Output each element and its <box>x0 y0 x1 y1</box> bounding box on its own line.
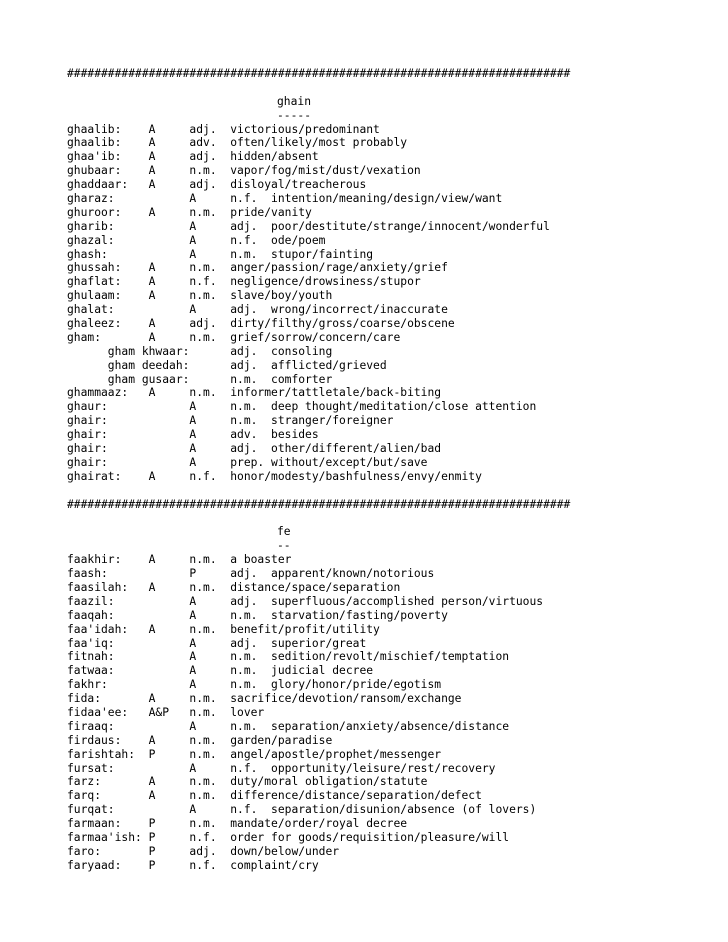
dictionary-entry: ghash: A n.m. stupor/fainting <box>67 247 374 261</box>
dictionary-entry: faro: P adj. down/below/under <box>67 844 340 858</box>
dictionary-entry: faryaad: P n.f. complaint/cry <box>67 858 319 872</box>
dictionary-entry: ghaleez: A adj. dirty/filthy/gross/coarse/obscene <box>67 317 455 331</box>
dictionary-entry: firaaq: A n.m. separation/anxiety/absence/distance <box>67 719 510 733</box>
dictionary-entry: fitnah: A n.m. sedition/revolt/mischief/temptation <box>67 650 510 664</box>
dictionary-page <box>67 67 728 873</box>
dictionary-entry: faa'iq: A adj. superior/great <box>67 636 367 650</box>
dictionary-entry: faasilah: A n.m. distance/space/separation <box>67 580 401 594</box>
dictionary-entry: ghaa'ib: A adj. hidden/absent <box>67 150 319 164</box>
dictionary-entry: ghaalib: A adj. victorious/predominant <box>67 122 380 136</box>
section-title-fe: fe <box>277 525 291 539</box>
dictionary-entry: ghaur: A n.m. deep thought/meditation/close attention <box>67 400 537 414</box>
dictionary-entry: ghair: A prep. without/except/but/save <box>67 455 428 469</box>
dictionary-entry: ghairat: A n.f. honor/modesty/bashfulness/envy/enmity <box>67 469 482 483</box>
dictionary-entry: fursat: A n.f. opportunity/leisure/rest/recovery <box>67 761 496 775</box>
dictionary-entry: ghair: A adv. besides <box>67 428 319 442</box>
section-ghain-entries <box>67 123 728 484</box>
separator: ########################################################################## <box>67 497 571 511</box>
dictionary-entry: ghulaam: A n.m. slave/boy/youth <box>67 289 333 303</box>
dictionary-entry: ghair: A n.m. stranger/foreigner <box>67 414 394 428</box>
dictionary-entry: faakhir: A n.m. a boaster <box>67 553 292 567</box>
dictionary-entry: faazil: A adj. superfluous/accomplished person/virtuous <box>67 594 544 608</box>
section-underline-ghain: ----- <box>277 108 312 122</box>
dictionary-entry: gharaz: A n.f. intention/meaning/design/view/want <box>67 192 503 206</box>
dictionary-entry: gham khwaar: adj. consoling <box>67 344 333 358</box>
dictionary-entry: ghaflat: A n.f. negligence/drowsiness/stupor <box>67 275 421 289</box>
dictionary-entry: fida: A n.m. sacrifice/devotion/ransom/exchange <box>67 692 462 706</box>
dictionary-entry: gham: A n.m. grief/sorrow/concern/care <box>67 330 401 344</box>
dictionary-entry: farz: A n.m. duty/moral obligation/statute <box>67 775 428 789</box>
dictionary-entry: fatwaa: A n.m. judicial decree <box>67 664 374 678</box>
dictionary-entry: ghammaaz: A n.m. informer/tattletale/back-biting <box>67 386 442 400</box>
dictionary-entry: gharib: A adj. poor/destitute/strange/innocent/wonderful <box>67 219 550 233</box>
dictionary-entry: gham deedah: adj. afflicted/grieved <box>67 358 387 372</box>
dictionary-entry: ghalat: A adj. wrong/incorrect/inaccurate <box>67 303 448 317</box>
section-underline-fe: -- <box>277 539 291 553</box>
dictionary-entry: ghuroor: A n.m. pride/vanity <box>67 205 312 219</box>
dictionary-entry: furqat: A n.f. separation/disunion/absence (of lovers) <box>67 803 537 817</box>
dictionary-entry: farmaan: P n.m. mandate/order/royal decree <box>67 817 408 831</box>
section-fe-entries <box>67 553 728 872</box>
dictionary-entry: ghaddaar: A adj. disloyal/treacherous <box>67 178 367 192</box>
separator: ########################################################################## <box>67 67 571 80</box>
dictionary-entry: ghubaar: A n.m. vapor/fog/mist/dust/vexation <box>67 164 421 178</box>
dictionary-entry: faaqah: A n.m. starvation/fasting/poverty <box>67 608 448 622</box>
dictionary-entry: ghazal: A n.f. ode/poem <box>67 233 326 247</box>
dictionary-entry: firdaus: A n.m. garden/paradise <box>67 733 333 747</box>
dictionary-entry: ghussah: A n.m. anger/passion/rage/anxiety/grief <box>67 261 448 275</box>
dictionary-entry: faa'idah: A n.m. benefit/profit/utility <box>67 622 380 636</box>
dictionary-entry: fakhr: A n.m. glory/honor/pride/egotism <box>67 678 442 692</box>
dictionary-entry: farmaa'ish: P n.f. order for goods/requisition/pleasure/will <box>67 830 510 844</box>
section-title-ghain: ghain <box>277 94 312 108</box>
dictionary-entry: faash: P adj. apparent/known/notorious <box>67 567 435 581</box>
dictionary-entry: farishtah: P n.m. angel/apostle/prophet/messenger <box>67 747 442 761</box>
dictionary-entry: ghaalib: A adv. often/likely/most probably <box>67 136 408 150</box>
dictionary-entry: ghair: A adj. other/different/alien/bad <box>67 442 442 456</box>
dictionary-entry: gham gusaar: n.m. comforter <box>67 372 333 386</box>
dictionary-entry: fidaa'ee: A&P n.m. lover <box>67 705 265 719</box>
dictionary-entry: farq: A n.m. difference/distance/separation/defect <box>67 789 482 803</box>
